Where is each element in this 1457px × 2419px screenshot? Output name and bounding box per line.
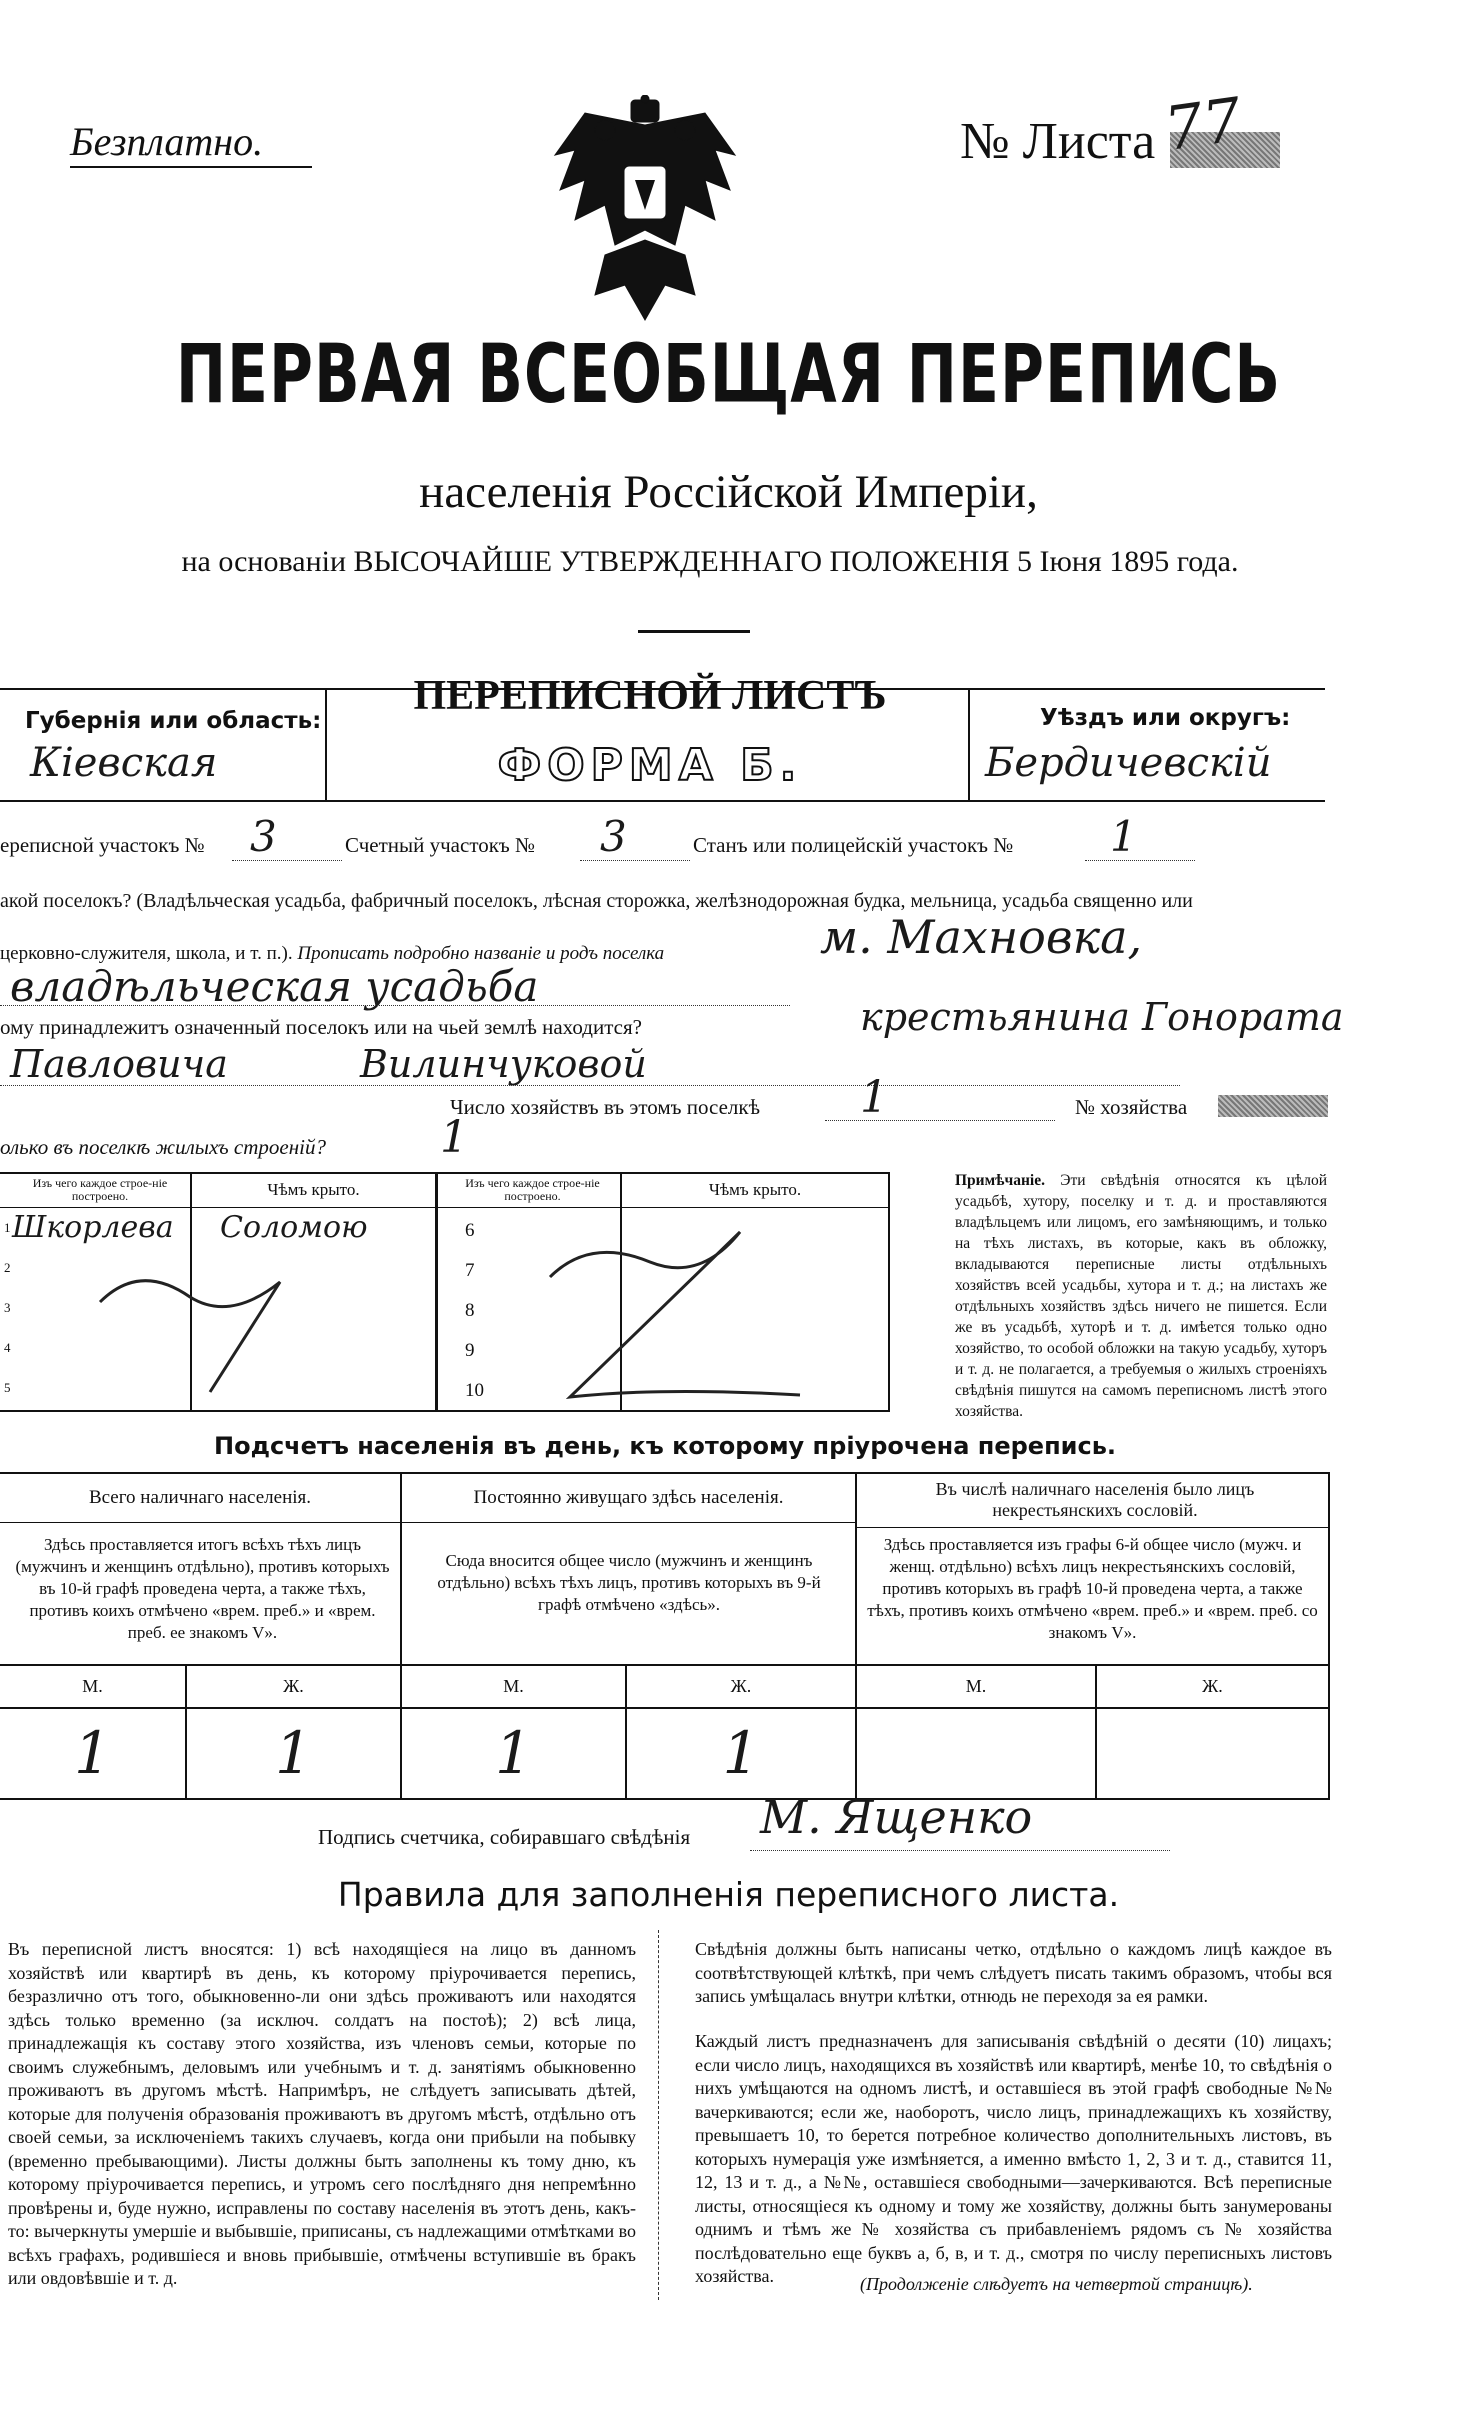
settlement-hint-1: (Владѣльческая усадьба, фабричный поселокъ, лѣсная сторожка, желѣзнодорожная будка, мельница, усадьба священно или [136, 890, 1193, 912]
col2-male-value: 1 [495, 1719, 532, 1787]
buildings-label: олько въ поселкѣ жилыхъ строеній? [0, 1135, 326, 1159]
province-label: Губернія или область: [25, 708, 322, 734]
material-header-left: Изъ чего каждое строе-ніе построено. [32, 1176, 168, 1203]
sheet-number-label: № Листа [960, 113, 1156, 170]
census-title: ПЕРВАЯ ВСЕОБЩАЯ ПЕРЕПИСЬ [175, 327, 1282, 423]
strike-mark-right [510, 1207, 810, 1407]
col3-male-label: М. [965, 1675, 987, 1696]
households-label: Число хозяйствъ въ этомъ поселкѣ [450, 1095, 760, 1119]
free-label: Безплатно. [70, 119, 264, 164]
double-headed-eagle-emblem [545, 95, 745, 335]
building-1-material: Шкорлева [12, 1210, 174, 1245]
camp-label: Станъ или полицейскій участокъ № [693, 833, 1014, 857]
census-legal-basis: на основаніи ВЫСОЧАЙШЕ УТВЕРЖДЕННАГО ПОЛОЖЕНІЯ 5 Іюня 1895 года. [181, 545, 1239, 578]
population-col3-text: Здѣсь проставляется изъ графы 6-й общее число (мужч. и женщ. отдѣльно) всѣхъ лицъ некрестьянскихъ сословій, противъ которыхъ въ графѣ 10-й проведена черта, а также тѣхъ, противъ коихъ отмѣчено «врем. преб.» и «врем. преб. со знакомъ V». [867, 1535, 1318, 1642]
rules-column-divider [658, 1930, 659, 2300]
camp-value: 1 [1110, 812, 1137, 861]
settlement-type-value: владѣльческая усадьба [10, 962, 539, 1011]
households-value: 1 [860, 1072, 888, 1123]
census-section-value: 3 [250, 812, 277, 861]
free-label-underline [70, 166, 312, 168]
material-header-right: Изъ чего каждое строе-ніе построено. [465, 1176, 600, 1203]
population-heading: Подсчетъ населенія въ день, къ которому пріурочена перепись. [214, 1432, 1116, 1460]
census-section-label: ереписной участокъ № [0, 833, 205, 857]
row-num-3: 3 [4, 1300, 11, 1315]
population-col3-title: Въ числѣ наличнаго населенія было лицъ некрестьянскихъ сословій. [935, 1479, 1255, 1520]
rules-heading: Правила для заполненія переписного листа. [337, 1875, 1120, 1914]
row-num-8: 8 [465, 1300, 475, 1321]
title-divider [638, 630, 750, 633]
settlement-name-value: м. Махновка, [820, 910, 1143, 964]
province-value: Кіевская [30, 740, 218, 786]
row-num-7: 7 [465, 1260, 475, 1281]
settlement-hint-2: церковно-служителя, школа, и т. п.). [0, 943, 293, 964]
count-section-value: 3 [600, 812, 627, 861]
count-section-label: Счетный участокъ № [345, 833, 536, 857]
owner-value-3: Вилинчуковой [360, 1042, 647, 1086]
col1-male-value: 1 [74, 1719, 111, 1787]
row-num-4: 4 [4, 1340, 11, 1355]
note-heading: Примѣчаніе. [955, 1172, 1045, 1189]
col3-female-label: Ж. [1202, 1675, 1223, 1696]
settlement-hint-2-italic: Прописать подробно названіе и родъ поселка [297, 943, 665, 964]
col3-female-value [1097, 1709, 1328, 1797]
row-num-1: 1 [4, 1220, 11, 1235]
settlement-question: акой поселокъ? [0, 890, 132, 912]
district-label: Уѣздъ или округъ: [1040, 705, 1291, 731]
sheet-number-value: 77 [1160, 85, 1246, 165]
owner-question: ому принадлежитъ означенный поселокъ или на чьей землѣ находится? [0, 1015, 642, 1039]
district-value: Бердичевскій [985, 740, 1272, 786]
form-name: ФОРМА Б. [497, 740, 803, 791]
roof-header-right: Чѣмъ крыто. [708, 1180, 802, 1199]
buildings-table [0, 1172, 890, 1412]
enumerator-signature: М. Ященко [760, 1790, 1033, 1844]
rules-left-column: Въ переписной листъ вносятся: 1) всѣ находящіеся на лицо въ данномъ хозяйствѣ или квартирѣ въ день, къ которому пріурочивается перепись, безразлично отъ того, обыкновенно-ли они здѣсь проживаютъ или находятся здѣсь только временно (за исключ. солдатъ на постоѣ); 2) всѣ лица, принадлежащія къ составу этого хозяйства, изъ членовъ семьи, которые по своимъ служебнымъ, деловымъ или учебнымъ и т. д. занятіямъ обыкновенно проживаютъ въ другомъ мѣстѣ. Напримѣръ, не слѣдуетъ записывать дѣтей, которые для полученія образованія проживаютъ въ другомъ мѣстѣ, отдѣльно отъ своей семьи, за исключеніемъ такихъ случаевъ, когда они прибыли на побывку (временно пребывающими). Листы должны быть заполнены къ тому дню, къ которому пріурочивается перепись, и утромъ сего послѣдняго дня непремѣнно провѣрены и, буде нужно, исправлены по составу населенія въ этотъ день, какъ-то: вычеркнуты умершіе и выбывшіе, приписаны, съ надлежащими отмѣтками во всѣхъ графахъ, родившіеся и вновь прибывшіе, отмѣчены вступившіе въ бракъ или овдовѣвшіе и т. д. [8, 1939, 636, 2288]
col1-female-label: Ж. [283, 1675, 304, 1696]
row-num-10: 10 [465, 1380, 484, 1401]
row-num-9: 9 [465, 1340, 475, 1361]
signature-label: Подпись счетчика, собиравшаго свѣдѣнія [318, 1825, 691, 1849]
row-num-2: 2 [4, 1260, 11, 1275]
row-num-6: 6 [465, 1220, 475, 1241]
col2-female-label: Ж. [730, 1675, 752, 1696]
population-col2-text: Сюда вносится общее число (мужчинъ и женщинъ отдѣльно) всѣхъ тѣхъ лицъ, противъ которыхъ въ 9-й графѣ отмѣчено «здѣсь». [437, 1551, 821, 1614]
population-table [0, 1472, 1330, 1800]
owner-value-1: крестьянина Гонората [860, 995, 1344, 1039]
col1-female-value: 1 [275, 1719, 312, 1787]
col2-female-value: 1 [722, 1719, 760, 1787]
roof-header-left: Чѣмъ крыто. [267, 1180, 360, 1199]
rules-right-column-1: Свѣдѣнія должны быть написаны четко, отдѣльно о каждомъ лицѣ каждое въ соотвѣтствующей клѣткѣ, при чемъ слѣдуетъ писать такимъ образомъ, чтобы вся запись умѣщалась внутри клѣтки, отнюдь не переходя за ея рамки. [695, 1939, 1332, 2006]
rules-continued-note: (Продолженіе слѣдуетъ на четвертой страницѣ). [860, 2274, 1253, 2294]
col2-male-label: М. [503, 1675, 524, 1696]
row-num-5: 5 [4, 1380, 11, 1395]
population-col1-title: Всего наличнаго населенія. [88, 1487, 312, 1508]
sheet-title: ПЕРЕПИСНОЙ ЛИСТЪ [413, 673, 887, 719]
buildings-value: 1 [440, 1112, 468, 1163]
rules-right-column-2: Каждый листъ предназначенъ для записыванія свѣдѣній о десяти (10) лицахъ; если число лицъ, находящихся въ хозяйствѣ или квартирѣ, менѣе 10, то свѣдѣнія о нихъ умѣщаются на одномъ листѣ, и оставшіеся въ этой графѣ свободные №№ вачеркиваются; если же, наоборотъ, число лицъ, принадлежащихъ къ хозяйству, превышаетъ 10, то берется потребное количество дополнительныхъ листовъ, въ которыхъ нумерація уже измѣняется, а именно вмѣсто 1, 2, 3 и т. д., ставится 11, 12, 13 и т. д., а №№, оставшіеся свободными—зачеркиваются. Всѣ переписные листы, относящіеся къ одному и тому же хозяйству, должны быть занумерованы однимъ и тѣмъ же № хозяйства съ прибавленіемъ рядомъ съ № хозяйства послѣдовательно еще буквъ а, б, в, и т. д., смотря по числу переписныхъ листовъ хозяйства. [695, 2031, 1332, 2286]
note-text: Эти свѣдѣнія относятся къ цѣлой усадьбѣ, хутору, поселку и т. д. и проставляются владѣльцемъ или лицомъ, его замѣняющимъ, и только на тѣхъ листахъ, въ которые, какъ въ обложку, вкладываются переписные листы отдѣльныхъ хозяйствъ всей усадьбы, хутора и т. д.; на листахъ же отдѣльныхъ хозяйствъ здѣсь ничего не пишется. Если же въ усадьбѣ, хуторѣ и т. д. имѣется только одно хозяйство, то особой обложки на такую усадьбу, хуторъ и т. д. не полагается, а требуемыя о жилыхъ строеніяхъ свѣдѣнія пишутся на самомъ переписномъ листѣ этого хозяйства. [955, 1172, 1327, 1420]
building-1-roof: Соломою [220, 1210, 368, 1245]
strike-mark-left [80, 1242, 340, 1402]
census-subtitle: населенія Россійской Имперіи, [419, 466, 1038, 518]
population-col2-title: Постоянно живущаго здѣсь населенія. [473, 1487, 784, 1508]
population-col1-text: Здѣсь проставляется итогъ всѣхъ тѣхъ лицъ (мужчинъ и женщинъ отдѣльно), противъ которыхъ въ 10-й графѣ проведена черта, а также тѣхъ, противъ коихъ отмѣчено «врем. преб.» и «врем. преб. ее знакомъ V». [15, 1535, 390, 1642]
household-number-stamp [1218, 1095, 1328, 1117]
col1-male-label: М. [82, 1675, 103, 1696]
household-number-label: № хозяйства [1075, 1095, 1188, 1119]
col3-male-value [857, 1709, 1095, 1797]
owner-value-2: Павловича [10, 1042, 228, 1086]
buildings-note [955, 1170, 1327, 1422]
